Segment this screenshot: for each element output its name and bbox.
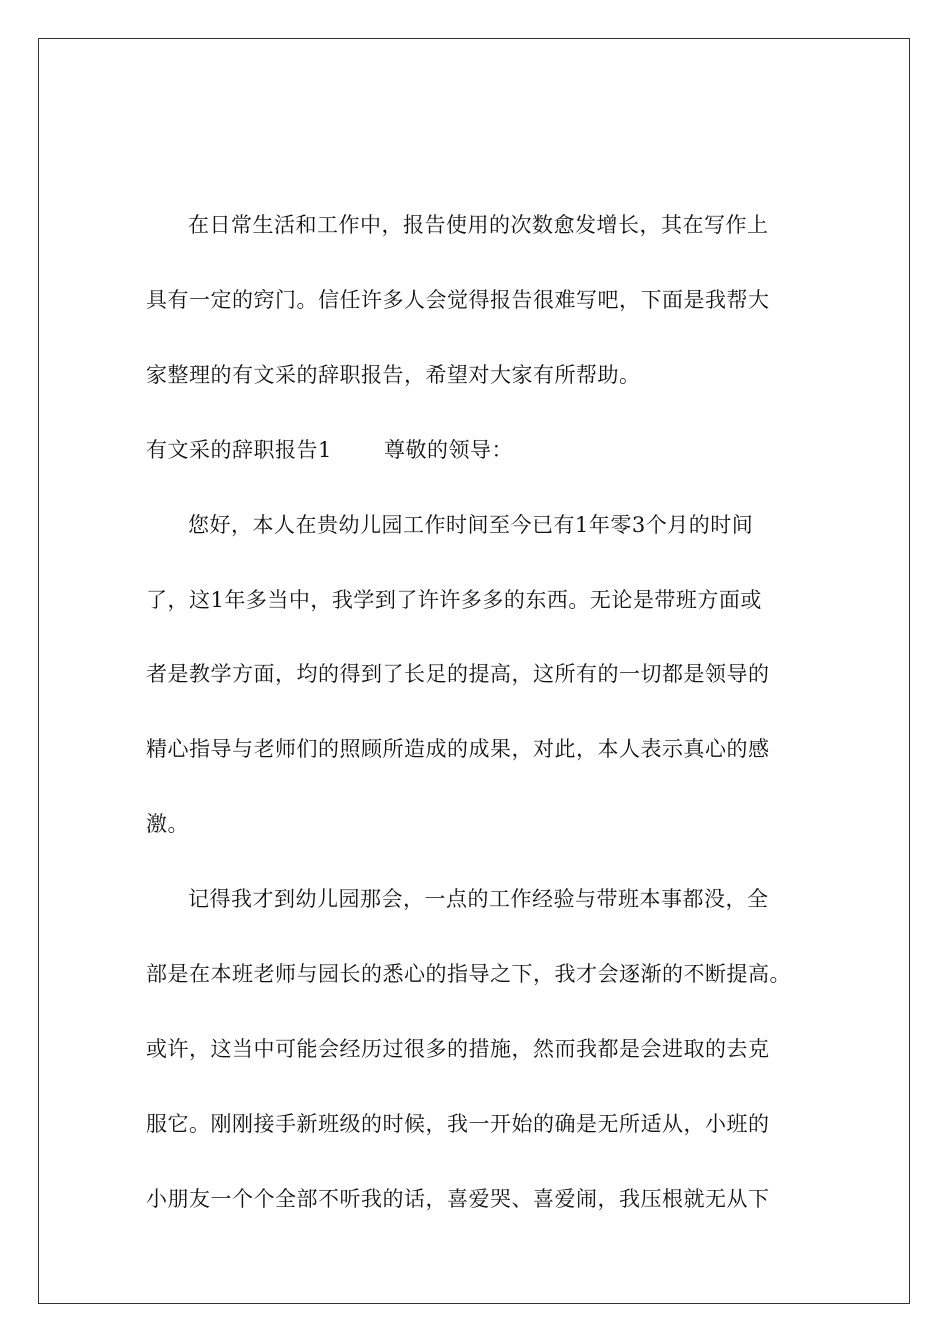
paragraph-1-line-5: 激。 (146, 812, 189, 836)
salutation: 尊敬的领导： (384, 438, 513, 462)
paragraph-1-line-2: 了，这1年多当中，我学到了许许多多的东西。无论是带班方面或 (146, 588, 762, 612)
paragraph-1-line-4: 精心指导与老师们的照顾所造成的成果，对此，本人表示真心的感 (146, 737, 770, 761)
paragraph-2-line-2: 部是在本班老师与园长的悉心的指导之下，我才会逐渐的不断提高。 (146, 962, 791, 986)
paragraph-2-line-5: 小朋友一个个全部不听我的话，喜爱哭、喜爱闹，我压根就无从下 (146, 1187, 770, 1211)
paragraph-1-line-3: 者是教学方面，均的得到了长足的提高，这所有的一切都是领导的 (146, 662, 770, 686)
paragraph-2-line-3: 或许，这当中可能会经历过很多的措施，然而我都是会进取的去克 (146, 1037, 770, 1061)
paragraph-1-line-1: 您好，本人在贵幼儿园工作时间至今已有1年零3个月的时间 (188, 513, 754, 537)
paragraph-intro-line-2: 具有一定的窍门。信任许多人会觉得报告很难写吧，下面是我帮大 (146, 288, 770, 312)
paragraph-2-line-1: 记得我才到幼儿园那会，一点的工作经验与带班本事都没，全 (188, 887, 769, 911)
paragraph-2-line-4: 服它。刚刚接手新班级的时候，我一开始的确是无所适从，小班的 (146, 1112, 770, 1136)
paragraph-intro-line-1: 在日常生活和工作中，报告使用的次数愈发增长，其在写作上 (188, 213, 769, 237)
paragraph-intro-line-3: 家整理的有文采的辞职报告，希望对大家有所帮助。 (146, 363, 641, 387)
section-title: 有文采的辞职报告1 (146, 438, 332, 462)
